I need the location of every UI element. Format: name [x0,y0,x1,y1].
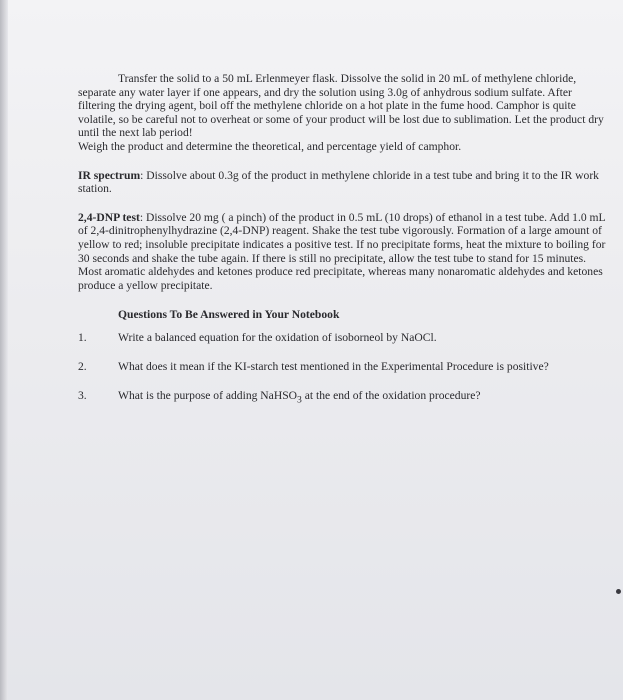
questions-header: Questions To Be Answered in Your Notebook [118,308,340,322]
question-item [78,360,610,389]
question-number: 3. [78,388,87,402]
question-item [78,331,610,360]
question-number: 2. [78,359,87,373]
question-text [118,389,610,407]
ir-spectrum-text: : Dissolve about 0.3g of the product in methylene chloride in a test tube and bring it to the IR work station. [78,168,599,196]
aldehyde-note-paragraph: Most aromatic aldehydes and ketones produce red precipitate, whereas many nonaromatic aldehydes and ketones produce a yellow precipitate. [78,265,603,292]
page-edge-shadow [0,0,8,700]
edge-dot-mark [616,589,621,594]
document-content [78,72,610,418]
question-text: Write a balanced equation for the oxidation of isoborneol by NaOCl. [118,330,437,344]
questions-list [78,331,610,418]
dnp-test-label: 2,4-DNP test [78,210,140,224]
question-item [78,389,610,418]
question-text-start: What is the purpose of adding NaHSO [118,388,298,402]
ir-spectrum-label: IR spectrum [78,168,141,182]
ir-spectrum-paragraph [78,169,610,196]
dnp-test-text: : Dissolve 20 mg ( a pinch) of the product in 0.5 mL (10 drops) of ethanol in a test tube. Add 1.0 mL of 2,4-dinitrophenylhydrazine (2,4-DNP) reagent. Shake the test tube vigorously. Formation of a large amount of yellow to red; insoluble precipitate indicates a positive test. If no precipitate forms, heat the mixture to boiling for 30 seconds and shake the tube again. If there is still no precipitate, allow the test tube to stand for 15 minutes. [78,210,606,265]
dnp-test-paragraph [78,211,610,265]
question-text-end: at the end of the oxidation procedure? [301,388,481,402]
question-text: What does it mean if the KI-starch test mentioned in the Experimental Procedure is positive? [118,359,549,373]
weigh-paragraph: Weigh the product and determine the theoretical, and percentage yield of camphor. [78,139,462,153]
question-number: 1. [78,330,87,344]
transfer-paragraph: Transfer the solid to a 50 mL Erlenmeyer flask. Dissolve the solid in 20 mL of methylene chloride, separate any water layer if one appears, and dry the solution using 3.0g of anhydrous sodium sulfate. After filtering the drying agent, boil off the methylene chloride on a hot plate in the fume hood. Camphor is quite volatile, so be careful not to overheat or some of your product will be lost due to sublimation. Let the product dry until the next lab period! [78,72,604,140]
subscript-three: 3 [297,394,302,406]
